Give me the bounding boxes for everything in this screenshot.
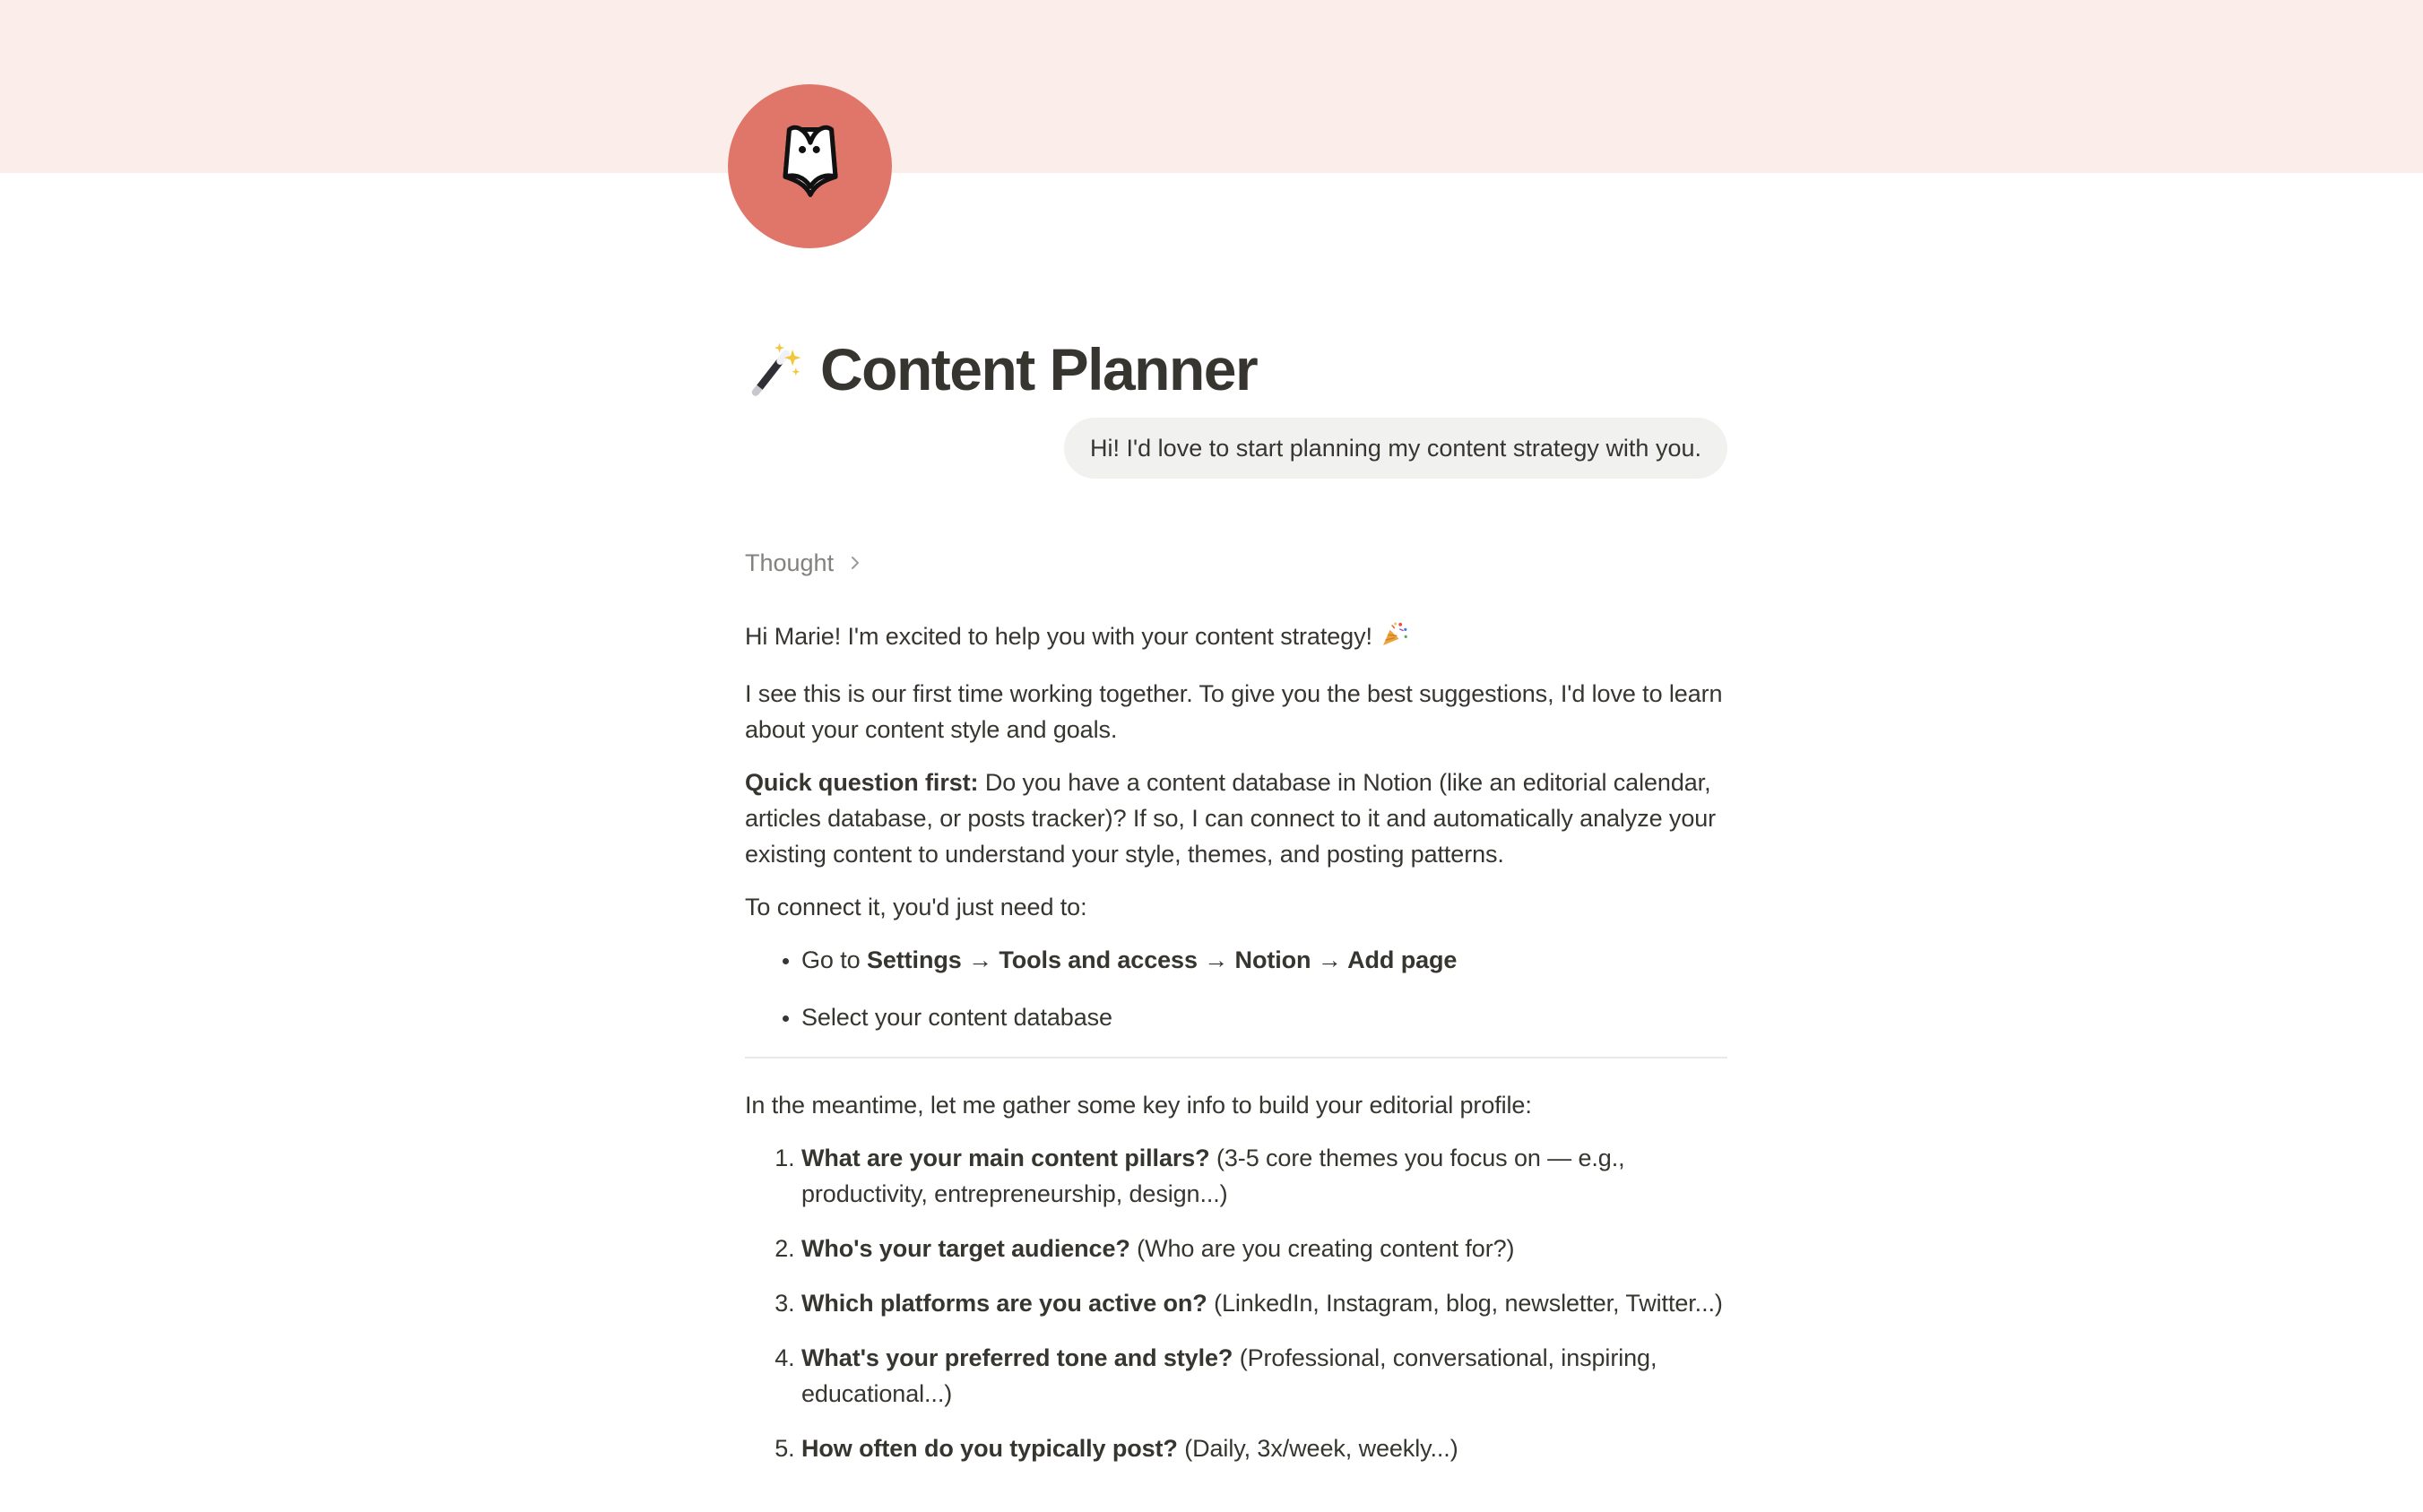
profile-questions-list — [745, 1140, 1727, 1466]
greeting-text: Hi Marie! I'm excited to help you with your content strategy! — [745, 623, 1372, 650]
chevron-right-icon — [844, 552, 866, 574]
page-title[interactable] — [745, 333, 1727, 405]
assistant-paragraph-meantime — [745, 1087, 1727, 1123]
question-rest: (3-5 core themes you focus on — e.g., productivity, entrepreneurship, design...) — [801, 1145, 1625, 1207]
page-cover — [0, 0, 2423, 173]
list-item — [801, 1340, 1727, 1412]
assistant-paragraph-connect — [745, 889, 1727, 925]
user-message-bubble — [1064, 418, 1727, 479]
open-book-icon — [760, 117, 861, 217]
assistant-paragraph-question — [745, 765, 1727, 872]
question-bold: Who's your target audience? — [801, 1235, 1130, 1262]
question-bold: Which platforms are you active on? — [801, 1290, 1207, 1317]
connect-steps-list — [745, 942, 1727, 1035]
thought-label: Thought — [745, 549, 835, 576]
assistant-response — [745, 618, 1727, 1466]
thought-toggle[interactable] — [745, 545, 866, 581]
page-icon[interactable] — [728, 84, 892, 248]
connect-intro-text: To connect it, you'd just need to: — [745, 894, 1087, 920]
step-bold-text: Settings → Tools and access → Notion → Add page — [866, 946, 1458, 973]
assistant-paragraph-intro — [745, 676, 1727, 747]
party-popper-icon — [1380, 620, 1408, 659]
question-bold: What are your main content pillars? — [801, 1145, 1210, 1171]
question-lead-text: Quick question first: — [745, 769, 979, 796]
meantime-text: In the meantime, let me gather some key info to build your editorial profile: — [745, 1092, 1532, 1119]
step-text: Select your content database — [801, 1004, 1112, 1031]
question-rest: (LinkedIn, Instagram, blog, newsletter, Twitter...) — [1207, 1290, 1723, 1317]
step-text: Go to — [801, 946, 867, 973]
user-message-text: Hi! I'd love to start planning my content strategy with you. — [1090, 435, 1701, 462]
page-content — [745, 333, 1727, 1466]
question-bold: What's your preferred tone and style? — [801, 1344, 1233, 1371]
magic-wand-icon — [745, 340, 804, 399]
user-message-row — [745, 418, 1727, 479]
list-item — [801, 999, 1727, 1035]
divider — [745, 1057, 1727, 1058]
intro-text: I see this is our first time working together. To give you the best suggestions, I'd love to learn about your content style and goals. — [745, 680, 1723, 743]
question-rest: (Professional, conversational, inspiring, educational...) — [801, 1344, 1657, 1407]
assistant-paragraph-greeting — [745, 618, 1727, 659]
list-item — [801, 1140, 1727, 1212]
page-title-text: Content Planner — [820, 336, 1258, 402]
list-item — [801, 1231, 1727, 1266]
question-rest: (Daily, 3x/week, weekly...) — [1177, 1435, 1458, 1462]
question-rest: (Who are you creating content for?) — [1129, 1235, 1515, 1262]
list-item — [801, 1285, 1727, 1321]
list-item — [801, 942, 1727, 978]
list-item — [801, 1430, 1727, 1466]
question-rest-text: Do you have a content database in Notion (like an editorial calendar, articles database, or posts tracker)? If so, I can connect to it and automatically analyze your existing content to understand your style, themes, and posting patterns. — [745, 769, 1717, 868]
question-bold: How often do you typically post? — [801, 1435, 1178, 1462]
